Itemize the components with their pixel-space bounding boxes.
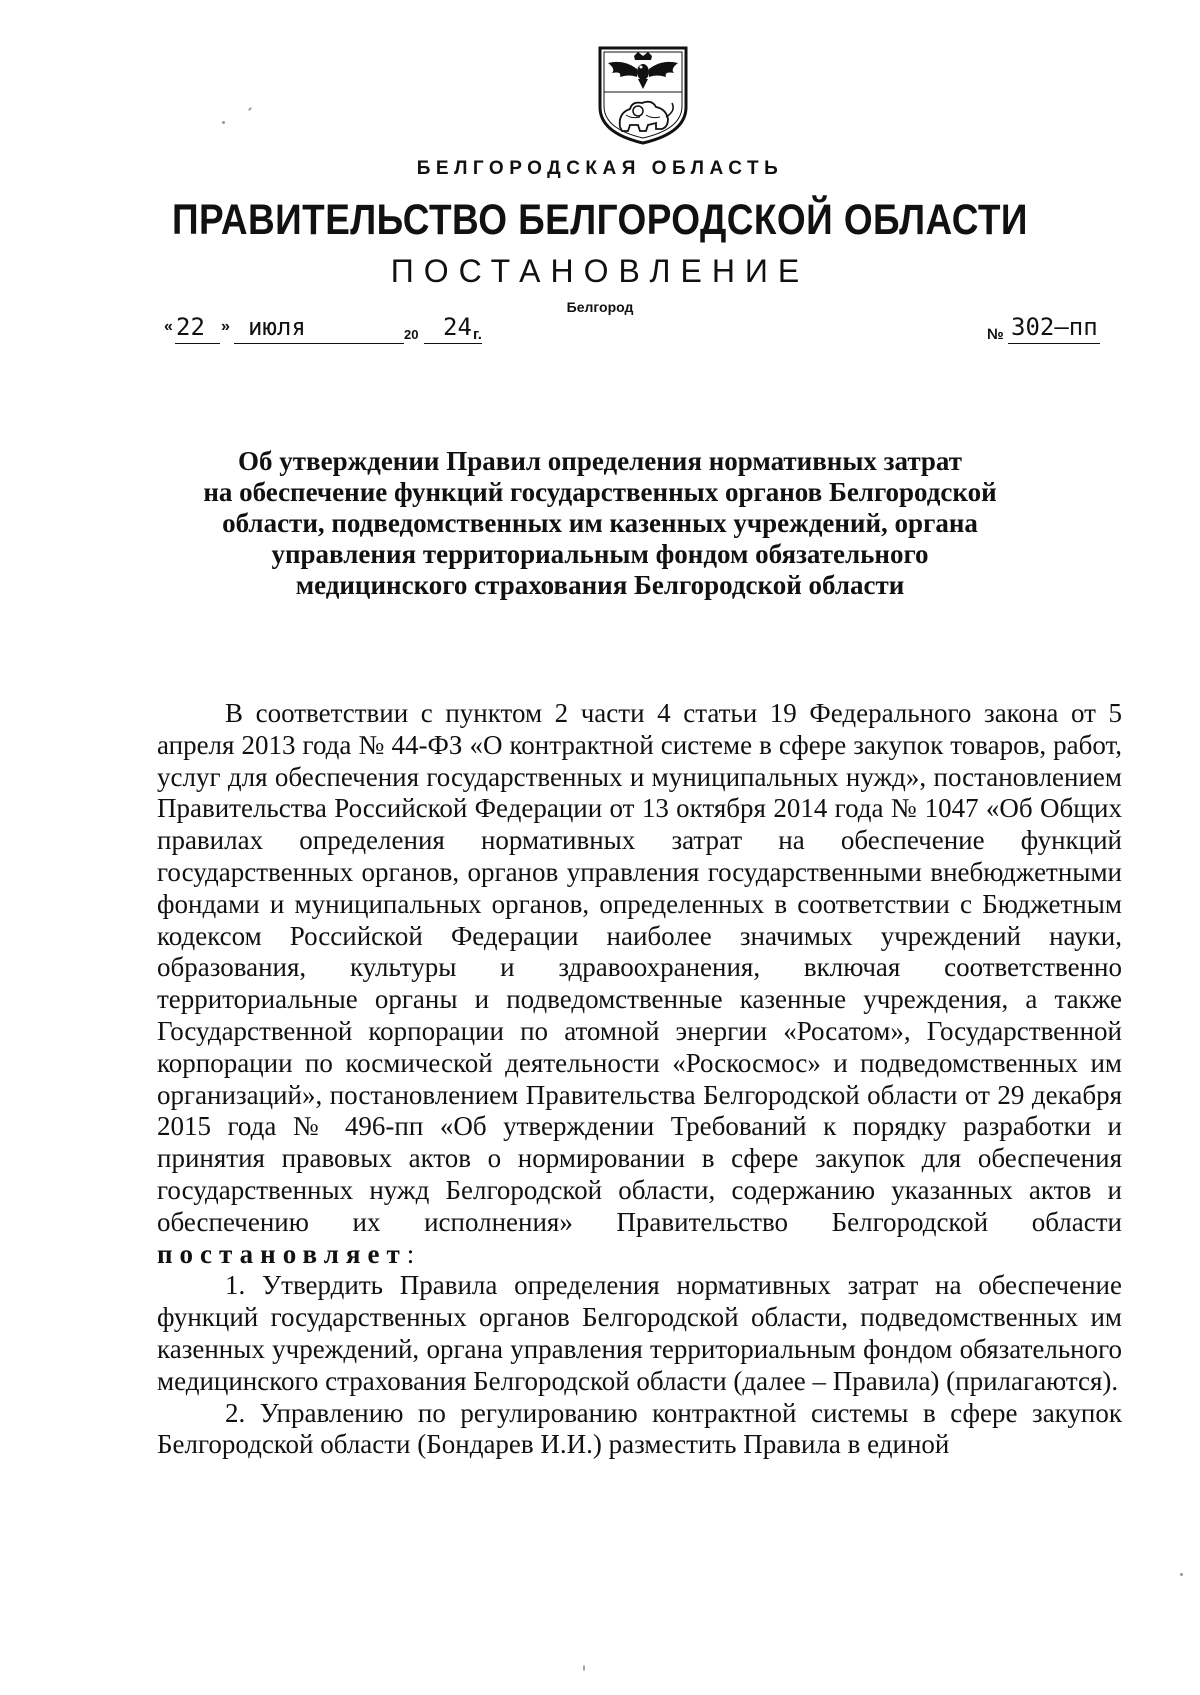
coat-of-arms-emblem: [596, 45, 690, 145]
document-type-heading: ПОСТАНОВЛЕНИЕ: [390, 253, 810, 289]
date-day: 22: [176, 313, 205, 341]
date-year-prefix: 20: [404, 327, 419, 342]
number-value: 302–пп: [1011, 313, 1098, 341]
decree-colon: :: [406, 1238, 415, 1269]
item-paragraph-2: 2. Управлению по регулированию контрактной системы в сфере закупок Белгородской области (Бондарев И.И.) разместить Правила в единой: [157, 1397, 1122, 1460]
scan-speck: [222, 121, 225, 124]
scan-speck: [583, 1665, 585, 1671]
date-year-underline: [424, 343, 482, 344]
date-year-suffix: 24: [443, 313, 472, 341]
decree-word: постановляет: [157, 1238, 407, 1269]
title-line: медицинского страхования Белгородской области: [295, 570, 905, 600]
item-paragraph-1: 1. Утвердить Правила определения нормативных затрат на обеспечение функций государственных органов Белгородской области, подведомственных им казенных учреждений, органа управления территориальным фондом обязательного медицинского страхования Белгородской области (далее – Правила) (прилагаются).: [157, 1270, 1122, 1396]
scan-speck: [248, 107, 252, 111]
title-line: области, подведомственных им казенных учреждений, органа: [222, 508, 978, 538]
region-heading: БЕЛГОРОДСКАЯ ОБЛАСТЬ: [416, 158, 784, 179]
date-close-quote: »: [221, 318, 230, 335]
date-day-underline: [175, 343, 220, 344]
document-body: [157, 698, 1122, 1461]
government-heading: ПРАВИТЕЛЬСТВО БЕЛГОРОДСКОЙ ОБЛАСТИ: [172, 196, 1028, 244]
title-line: управления территориальным фондом обязательного: [271, 539, 929, 569]
title-line: Об утверждении Правил определения нормативных затрат: [237, 446, 963, 476]
preamble-paragraph: [157, 698, 1122, 1270]
date-open-quote: «: [164, 318, 173, 335]
number-sign: №: [987, 326, 1004, 343]
number-underline: [1008, 343, 1100, 344]
date-month-underline: [234, 343, 404, 344]
date-month: июля: [248, 313, 306, 341]
preamble-text: В соответствии с пунктом 2 части 4 статьи 19 Федерального закона от 5 апреля 2013 года № 44-ФЗ «О контрактной системе в сфере закупок товаров, работ, услуг для обеспечения государственных и муниципальных нужд», постановлением Правительства Российской Федерации от 13 октября 2014 года № 1047 «Об Общих правилах определения нормативных затрат на обеспечение функций государственных органов, органов управления государственными внебюджетными фондами и муниципальных органов, определенных в соответствии с Бюджетным кодексом Российской Федерации наиболее значимых учреждений науки, образования, культуры и здравоохранения, включая соответственно территориальные органы и подведомственные казенные учреждения, а также Государственной корпорации по атомной энергии «Росатом», Государственной корпорации по космической деятельности «Роскосмос» и подведомственных им организаций», постановлением Правительства Белгородской области от 29 декабря 2015 года № 496-пп «Об утверждении Требований к порядку разработки и принятия правовых актов о нормировании в сфере закупок для обеспечения государственных нужд Белгородской области, содержанию указанных актов и обеспечению их исполнения» Правительство Белгородской области: [157, 698, 1122, 1237]
title-line: на обеспечение функций государственных органов Белгородской: [203, 477, 997, 507]
city-label: Белгород: [566, 299, 634, 315]
date-year-mark: г.: [473, 326, 482, 343]
scan-speck: [1180, 1573, 1183, 1576]
document-title: [150, 446, 1050, 601]
